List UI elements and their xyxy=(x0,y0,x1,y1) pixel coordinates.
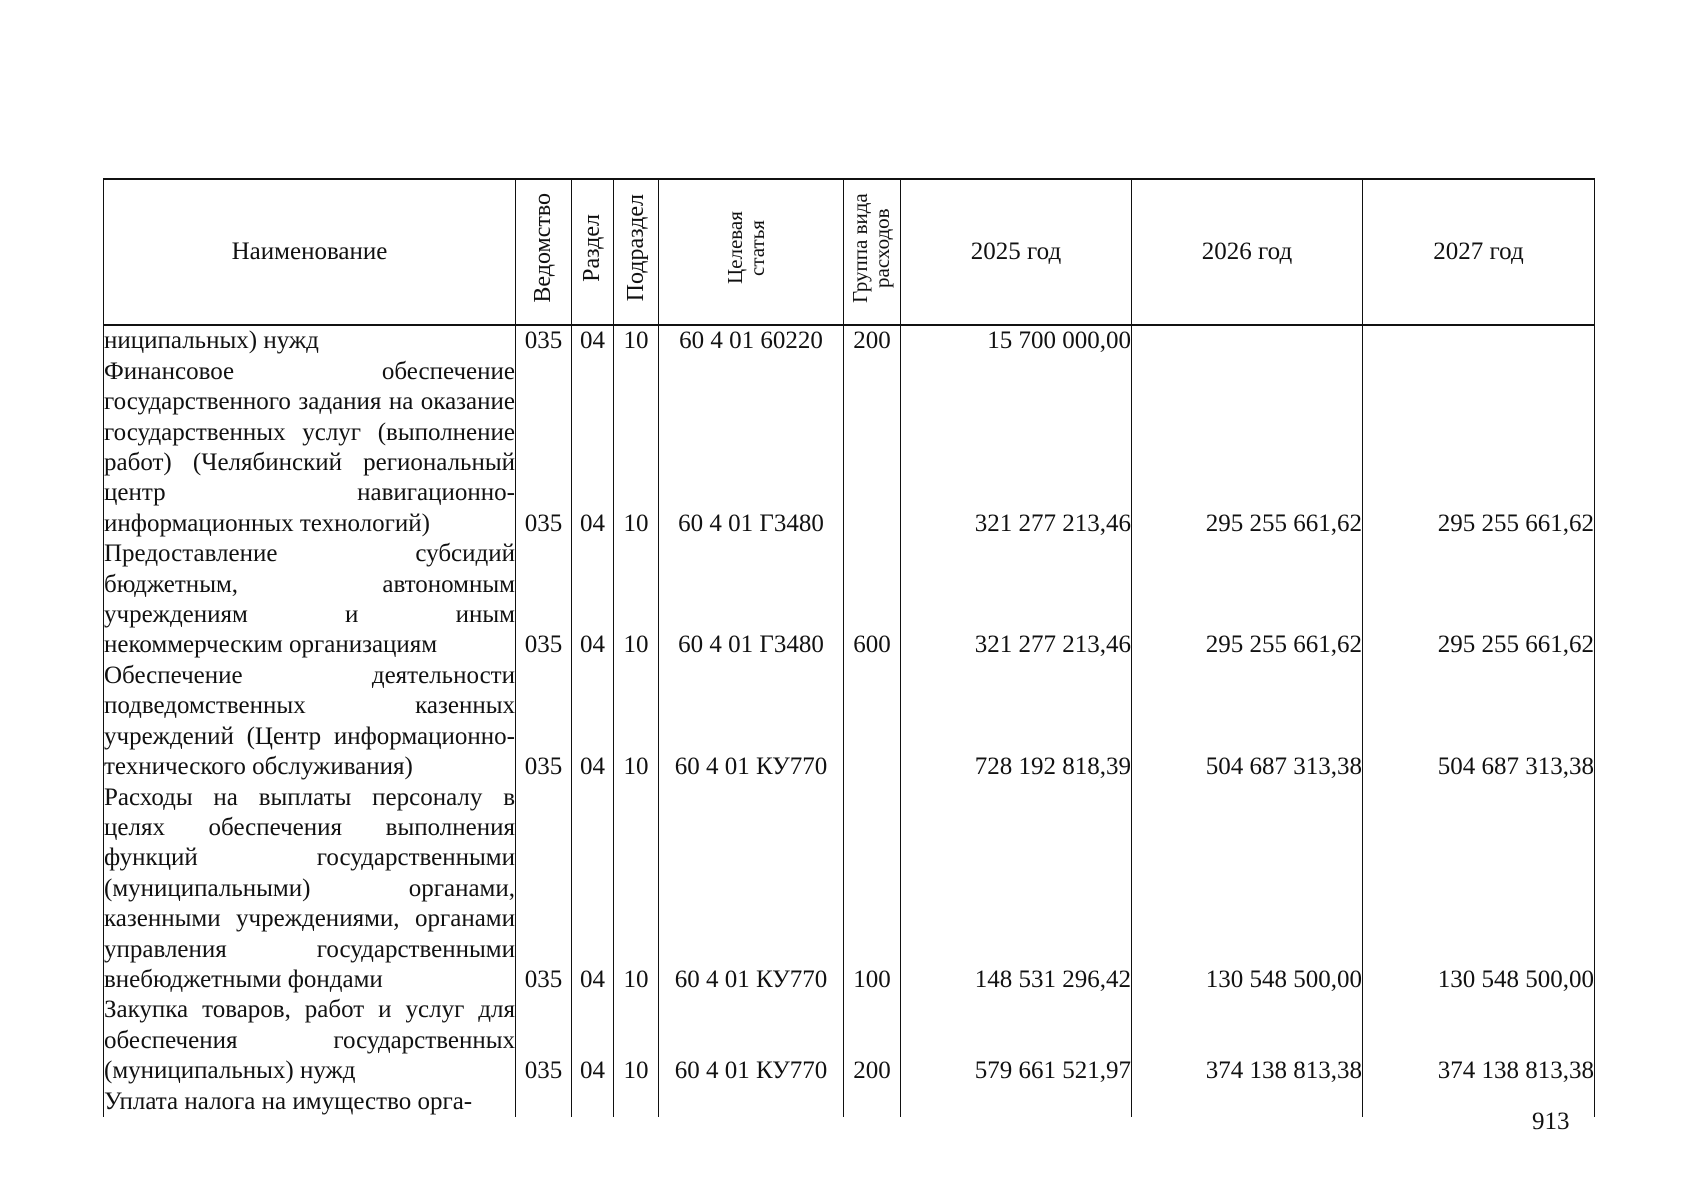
cell-dept: 035 xyxy=(516,539,572,661)
table-row xyxy=(104,539,1595,661)
cell-target: 60 4 01 Г3480 xyxy=(659,539,844,661)
cell-section: 04 xyxy=(572,783,614,996)
cell-dept: 035 xyxy=(516,995,572,1086)
cell-2025: 321 277 213,46 xyxy=(901,539,1132,661)
budget-table xyxy=(103,178,1595,1117)
cell-section: 04 xyxy=(572,357,614,539)
page-number: 913 xyxy=(1532,1108,1570,1135)
cell-target: 60 4 01 КУ770 xyxy=(659,661,844,783)
cell-section: 04 xyxy=(572,661,614,783)
cell-subsection: 10 xyxy=(614,661,659,783)
cell-2027: 374 138 813,38 xyxy=(1363,995,1595,1086)
cell-exp-group xyxy=(844,661,901,783)
table-row xyxy=(104,325,1595,356)
cell-dept: 035 xyxy=(516,357,572,539)
cell-2025 xyxy=(901,1087,1132,1117)
cell-name: Предоставление субсидий бюджетным, автономным учреждениям и иным некоммерческим организациям xyxy=(104,539,516,661)
cell-2027 xyxy=(1363,325,1595,356)
cell-subsection: 10 xyxy=(614,783,659,996)
header-subsection: Подраздел xyxy=(622,194,649,302)
header-section: Раздел xyxy=(579,214,605,282)
table-row xyxy=(104,995,1595,1086)
cell-dept xyxy=(516,1087,572,1117)
cell-section: 04 xyxy=(572,539,614,661)
cell-exp-group xyxy=(844,1087,901,1117)
cell-section xyxy=(572,1087,614,1117)
table-row xyxy=(104,1087,1595,1117)
cell-target: 60 4 01 КУ770 xyxy=(659,995,844,1086)
cell-subsection: 10 xyxy=(614,539,659,661)
cell-exp-group: 100 xyxy=(844,783,901,996)
header-name: Наименование xyxy=(104,179,516,325)
table-row xyxy=(104,783,1595,996)
cell-dept: 035 xyxy=(516,783,572,996)
cell-target: 60 4 01 Г3480 xyxy=(659,357,844,539)
cell-name: Уплата налога на имущество орга- xyxy=(104,1087,516,1117)
cell-2027: 295 255 661,62 xyxy=(1363,539,1595,661)
cell-target: 60 4 01 60220 xyxy=(659,325,844,356)
cell-2025: 728 192 818,39 xyxy=(901,661,1132,783)
cell-2026 xyxy=(1132,325,1363,356)
cell-subsection: 10 xyxy=(614,357,659,539)
cell-2026: 295 255 661,62 xyxy=(1132,357,1363,539)
cell-2026: 374 138 813,38 xyxy=(1132,995,1363,1086)
cell-name: Обеспечение деятельности подведомственных казенных учреждений (Центр информационно-технического обслуживания) xyxy=(104,661,516,783)
table-row xyxy=(104,661,1595,783)
header-2026: 2026 год xyxy=(1132,179,1363,325)
cell-2027: 504 687 313,38 xyxy=(1363,661,1595,783)
cell-dept: 035 xyxy=(516,661,572,783)
header-2025: 2025 год xyxy=(901,179,1132,325)
cell-2026: 130 548 500,00 xyxy=(1132,783,1363,996)
cell-2026 xyxy=(1132,1087,1363,1117)
cell-2025: 321 277 213,46 xyxy=(901,357,1132,539)
cell-name: Закупка товаров, работ и услуг для обеспечения государственных (муниципальных) нужд xyxy=(104,995,516,1086)
cell-2027: 130 548 500,00 xyxy=(1363,783,1595,996)
table-header xyxy=(104,179,1595,325)
cell-subsection: 10 xyxy=(614,325,659,356)
cell-target xyxy=(659,1087,844,1117)
cell-target: 60 4 01 КУ770 xyxy=(659,783,844,996)
cell-subsection: 10 xyxy=(614,995,659,1086)
cell-2025: 148 531 296,42 xyxy=(901,783,1132,996)
cell-exp-group: 600 xyxy=(844,539,901,661)
header-target: Целевая статья xyxy=(723,211,769,285)
cell-dept: 035 xyxy=(516,325,572,356)
cell-exp-group: 200 xyxy=(844,995,901,1086)
cell-section: 04 xyxy=(572,325,614,356)
cell-exp-group xyxy=(844,357,901,539)
cell-name: Финансовое обеспечение государственного задания на оказание государственных услуг (выполнение работ) (Челябинский региональный центр навигационно-информационных технологий) xyxy=(104,357,516,539)
table-row xyxy=(104,357,1595,539)
cell-subsection xyxy=(614,1087,659,1117)
table-body xyxy=(104,325,1595,1117)
cell-name: Расходы на выплаты персоналу в целях обеспечения выполнения функций государственными (муниципальными) органами, казенными учреждениями, органами управления государственными внебюджетными фондами xyxy=(104,783,516,996)
header-dept: Ведомство xyxy=(530,193,556,303)
cell-section: 04 xyxy=(572,995,614,1086)
header-2027: 2027 год xyxy=(1363,179,1595,325)
cell-2027: 295 255 661,62 xyxy=(1363,357,1595,539)
cell-2025: 579 661 521,97 xyxy=(901,995,1132,1086)
header-exp-group: Группа вида расходов xyxy=(848,193,894,303)
cell-2026: 504 687 313,38 xyxy=(1132,661,1363,783)
cell-exp-group: 200 xyxy=(844,325,901,356)
cell-name: ниципальных) нужд xyxy=(104,325,516,356)
cell-2025: 15 700 000,00 xyxy=(901,325,1132,356)
cell-2026: 295 255 661,62 xyxy=(1132,539,1363,661)
